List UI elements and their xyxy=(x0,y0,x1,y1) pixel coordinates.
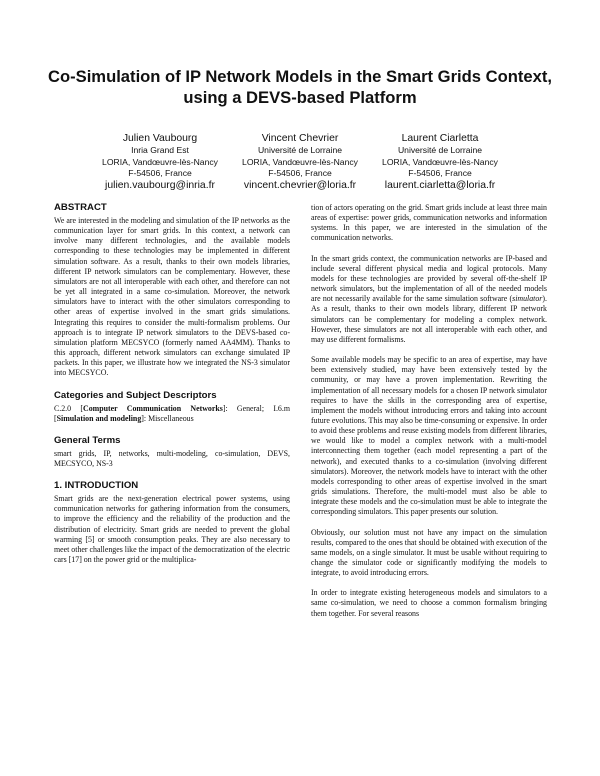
categories-text xyxy=(54,404,290,424)
author-email[interactable]: julien.vaubourg@inria.fr xyxy=(105,179,215,191)
paper-title: Co-Simulation of IP Network Models in the Smart Grids Context, using a DEVS-based Platform xyxy=(47,67,552,107)
author-address: LORIA, Vandœuvre-lès-Nancy xyxy=(102,156,218,167)
category-code: I.6.m [ xyxy=(54,403,290,423)
author-name: Julien Vaubourg xyxy=(122,133,198,144)
author-1 xyxy=(90,132,230,192)
category-suffix: ]: General; xyxy=(222,403,265,413)
author-affiliation: Inria Grand Est xyxy=(131,145,189,155)
author-affiliation: Université de Lorraine xyxy=(397,145,483,155)
right-column xyxy=(311,203,547,619)
body-paragraph: In order to integrate existing heterogeneous models and simulators to a same co-simulation, we need to choose a common formalism bringing them together. For several reasons xyxy=(311,588,547,618)
introduction-text: Smart grids are the next-generation electrical power systems, using communication networks for gathering information from the consumers, to improve the efficiency and the reliability of the production and the distribution of electricity. Smart grids are needed to prevent the global warming [5] or smooth consumption peaks. They are also necessary to meet other challenges like the impact of the democratization of the electric cars [17] on the power grid or the multiplica- xyxy=(54,494,290,565)
author-email[interactable]: vincent.chevrier@loria.fr xyxy=(243,179,357,191)
author-address: LORIA, Vandœuvre-lès-Nancy xyxy=(242,156,358,167)
body-paragraph xyxy=(311,254,547,345)
abstract-text: We are interested in the modeling and simulation of the IP networks as the communication layer for smart grids. In this context, a network can involve many different technologies, and the available models corresponding to these technologies may be implemented in different simulation software. As a result, thanks to their own models libraries, different IP network simulators can be complementary. However, these simulators are not all interoperable with each other, and therefore can not be yet all integrated in a same co-simulation. Moreover, the network simulators have to interact with the other simulators corresponding to other areas of expertise involved in the smart grids simulations. Integrating this requires to consider the multi-formalism problems. Our approach is to integrate IP network simulators to the DEVS-based co-simulation platform MECSYCO (formerly named AA4MM). Thanks to this approach, different network simulators can exchange simulated IP packets. In this paper, we illustrate how we integrated the NS-3 simulator into MECSYCO. xyxy=(54,216,290,378)
author-2 xyxy=(230,132,370,192)
category-code: C.2.0 [ xyxy=(54,403,83,413)
author-block xyxy=(90,132,510,192)
category-name: Simulation and modeling xyxy=(56,413,142,423)
author-3 xyxy=(370,132,510,192)
general-terms-text: smart grids, IP, networks, multi-modeling, co-simulation, DEVS, MECSYCO, NS-3 xyxy=(54,448,290,468)
author-name: Vincent Chevrier xyxy=(261,133,339,144)
abstract-heading: ABSTRACT xyxy=(54,202,107,213)
body-paragraph: tion of actors operating on the grid. Smart grids include at least three main areas of expertise: power grids, communication networks and information systems. In this paper, we are interested in the simulation of the communication networks. xyxy=(311,203,547,243)
paragraph-text: In the smart grids context, the communication networks are IP-based and include several different physical media and logical protocols. Many models for these technologies are provided by several off-the-shelf IP network simulators, but the implementation of all of the needed models are not necessarily available for the same simulation software ( xyxy=(311,253,547,304)
category-suffix: ]: Miscellaneous xyxy=(141,413,194,423)
introduction-heading: 1. INTRODUCTION xyxy=(54,480,139,492)
emphasis-text: simulator xyxy=(512,294,543,304)
author-email[interactable]: laurent.ciarletta@loria.fr xyxy=(384,179,496,191)
general-terms-heading: General Terms xyxy=(54,434,121,446)
author-postcode: F-54506, France xyxy=(268,168,332,178)
category-name: Computer Communication Networks xyxy=(83,403,223,413)
author-name: Laurent Ciarletta xyxy=(401,133,479,144)
author-address: LORIA, Vandœuvre-lès-Nancy xyxy=(382,156,498,167)
body-paragraph: Obviously, our solution must not have any impact on the simulation results, compared to the ones that should be obtained with execution of the same models, on a single simulator. It must be usable without requiring to change the simulator code or significantly modifying the models to integrate, to avoid introducing errors. xyxy=(311,527,548,578)
author-affiliation: Université de Lorraine xyxy=(257,145,343,155)
author-postcode: F-54506, France xyxy=(408,168,472,178)
paragraph-text: ). As a result, thanks to their own models library, different IP network simulators can be complementary for modeling a complex network. However, these simulators are not all interoperable with each other, and may use different formalisms. xyxy=(311,294,547,344)
left-column xyxy=(54,202,290,565)
body-paragraph: Some available models may be specific to an area of expertise, may have been extensively studied, may have been extensively tested by the community, or may have a proven implementation. Rewriting the implementation of all necessary models for a chosen IP network simulator requires to have the skills in the corresponding area of expertise, implement the models without introducing errors and taking into account future evolutions. This may also be time-consuming or expensive. In order to avoid these problems and reuse existing models from different libraries, we would like to model a complex network with a multi-model interconnecting them together (each model representing a part of the network), and executed thanks to a co-simulation (involving different simulators). Moreover, the network models have to interact with the other models corresponding to other areas of expertise involved in the smart grids simulations. Therefore, the multi-model must also be able to integrate these models and the co-simulation must be able to integrate the corresponding simulators. This paper presents our solution. xyxy=(311,355,547,517)
author-postcode: F-54506, France xyxy=(128,168,192,178)
categories-heading: Categories and Subject Descriptors xyxy=(54,389,217,401)
